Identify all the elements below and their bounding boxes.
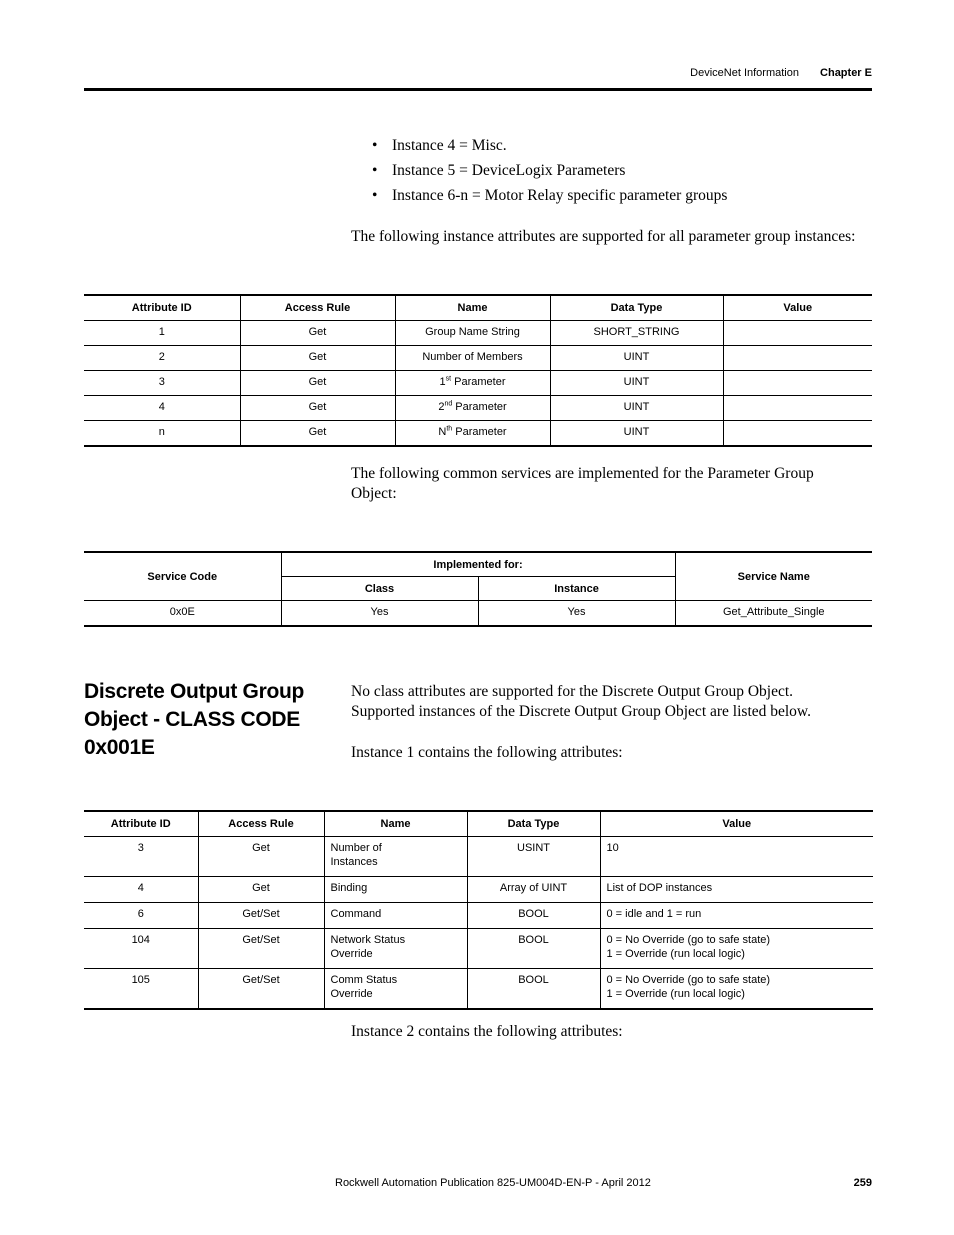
column-header: Access Rule bbox=[240, 295, 395, 321]
name-text: 2 bbox=[438, 401, 445, 413]
cell-service-name: Get_Attribute_Single bbox=[675, 601, 872, 627]
parameter-group-attributes-table bbox=[84, 294, 872, 447]
header-rule bbox=[84, 88, 872, 91]
cell-access-rule: Get/Set bbox=[198, 969, 324, 1010]
cell-access-rule: Get bbox=[198, 837, 324, 877]
cell-name bbox=[395, 321, 550, 346]
header-chapter: Chapter E bbox=[820, 67, 872, 79]
cell-data-type: BOOL bbox=[467, 969, 600, 1010]
cell-name bbox=[395, 421, 550, 447]
table-row bbox=[84, 601, 872, 627]
cell-data-type: Array of UINT bbox=[467, 877, 600, 903]
name-line: Override bbox=[330, 988, 373, 1000]
cell-attribute-id: 3 bbox=[84, 837, 198, 877]
name-line: Override bbox=[330, 948, 373, 960]
name-text: Number of Members bbox=[422, 351, 523, 363]
cell-name bbox=[395, 346, 550, 371]
cell-data-type: BOOL bbox=[467, 903, 600, 929]
column-header: Value bbox=[600, 811, 873, 837]
value-line: List of DOP instances bbox=[606, 882, 713, 894]
table-row bbox=[84, 421, 872, 447]
section-heading: Discrete Output Group Object - CLASS CODE 0x001E bbox=[84, 680, 305, 759]
table-row bbox=[84, 837, 873, 877]
instance-bullet-list bbox=[372, 136, 727, 211]
value-line: 1 = Override (run local logic) bbox=[606, 948, 745, 960]
column-header: Attribute ID bbox=[84, 811, 198, 837]
cell-value bbox=[723, 346, 872, 371]
cell-value bbox=[723, 396, 872, 421]
value-line: 0 = No Override (go to safe state) bbox=[606, 974, 771, 986]
cell-value bbox=[600, 903, 873, 929]
column-header-service-name: Service Name bbox=[675, 552, 872, 601]
cell-data-type: UINT bbox=[550, 421, 723, 447]
value-line: 1 = Override (run local logic) bbox=[606, 988, 745, 1000]
name-line: Instances bbox=[330, 856, 378, 868]
footer-publication: Rockwell Automation Publication 825-UM004D-EN-P - April 2012 bbox=[335, 1177, 651, 1189]
cell-class: Yes bbox=[281, 601, 478, 627]
cell-name bbox=[395, 396, 550, 421]
cell-attribute-id: 4 bbox=[84, 877, 198, 903]
name-text: 1 bbox=[439, 376, 446, 388]
ordinal-suffix: nd bbox=[444, 400, 453, 408]
value-line: 10 bbox=[606, 842, 619, 854]
cell-attribute-id: 6 bbox=[84, 903, 198, 929]
name-tail: Parameter bbox=[452, 401, 507, 413]
table-row bbox=[84, 396, 872, 421]
running-header bbox=[690, 67, 872, 79]
cell-name bbox=[324, 837, 467, 877]
name-tail: Parameter bbox=[452, 426, 507, 438]
cell-value bbox=[600, 929, 873, 969]
name-line: Network Status bbox=[330, 934, 406, 946]
cell-access-rule: Get/Set bbox=[198, 903, 324, 929]
ordinal-suffix: th bbox=[446, 425, 453, 433]
bullet-item: • Instance 4 = Misc. bbox=[372, 136, 727, 161]
cell-data-type: USINT bbox=[467, 837, 600, 877]
instance1-paragraph: Instance 1 contains the following attributes: bbox=[351, 744, 623, 761]
bullet-item: • Instance 6-n = Motor Relay specific parameter groups bbox=[372, 186, 727, 211]
cell-access-rule: Get bbox=[240, 396, 395, 421]
cell-access-rule: Get bbox=[240, 346, 395, 371]
table-header-row bbox=[84, 295, 872, 321]
name-line: Number of bbox=[330, 842, 382, 854]
table-row bbox=[84, 321, 872, 346]
column-header-class: Class bbox=[281, 577, 478, 601]
cell-attribute-id: 1 bbox=[84, 321, 240, 346]
cell-value bbox=[723, 371, 872, 396]
table-row bbox=[84, 371, 872, 396]
bullet-item: • Instance 5 = DeviceLogix Parameters bbox=[372, 161, 727, 186]
cell-data-type: SHORT_STRING bbox=[550, 321, 723, 346]
discrete-output-group-attributes-table bbox=[84, 810, 873, 1010]
table-row bbox=[84, 903, 873, 929]
services-paragraph: The following common services are implemented for the Parameter Group Object: bbox=[351, 465, 814, 502]
value-line: 0 = idle and 1 = run bbox=[606, 908, 702, 920]
cell-name bbox=[324, 969, 467, 1010]
table-row bbox=[84, 877, 873, 903]
column-header: Name bbox=[324, 811, 467, 837]
column-header: Value bbox=[723, 295, 872, 321]
column-header: Name bbox=[395, 295, 550, 321]
cell-attribute-id: 4 bbox=[84, 396, 240, 421]
intro-paragraph: The following instance attributes are supported for all parameter group instances: bbox=[351, 228, 856, 245]
table-header-row bbox=[84, 811, 873, 837]
cell-value bbox=[600, 837, 873, 877]
column-header: Data Type bbox=[467, 811, 600, 837]
page-number: 259 bbox=[853, 1177, 872, 1189]
cell-attribute-id: n bbox=[84, 421, 240, 447]
column-header: Attribute ID bbox=[84, 295, 240, 321]
cell-data-type: UINT bbox=[550, 371, 723, 396]
name-text: Group Name String bbox=[425, 326, 520, 338]
cell-data-type: UINT bbox=[550, 396, 723, 421]
cell-value bbox=[723, 421, 872, 447]
cell-data-type: BOOL bbox=[467, 929, 600, 969]
cell-attribute-id: 2 bbox=[84, 346, 240, 371]
instance2-paragraph: Instance 2 contains the following attributes: bbox=[351, 1023, 623, 1040]
cell-data-type: UINT bbox=[550, 346, 723, 371]
name-line: Comm Status bbox=[330, 974, 398, 986]
table-row bbox=[84, 929, 873, 969]
column-header-instance: Instance bbox=[478, 577, 675, 601]
column-header-service-code: Service Code bbox=[84, 552, 281, 601]
cell-access-rule: Get bbox=[240, 421, 395, 447]
name-text: N bbox=[438, 426, 447, 438]
table-row bbox=[84, 969, 873, 1010]
cell-access-rule: Get bbox=[240, 321, 395, 346]
cell-name bbox=[324, 929, 467, 969]
table-row bbox=[84, 346, 872, 371]
name-line: Binding bbox=[330, 882, 368, 894]
common-services-table bbox=[84, 551, 872, 627]
cell-service-code: 0x0E bbox=[84, 601, 281, 627]
table-header-row bbox=[84, 552, 872, 577]
name-tail: Parameter bbox=[451, 376, 506, 388]
cell-access-rule: Get bbox=[240, 371, 395, 396]
cell-name bbox=[395, 371, 550, 396]
value-line: 0 = No Override (go to safe state) bbox=[606, 934, 771, 946]
cell-attribute-id: 105 bbox=[84, 969, 198, 1010]
ordinal-suffix: st bbox=[445, 375, 452, 383]
header-section-title: DeviceNet Information bbox=[690, 67, 799, 79]
cell-name bbox=[324, 877, 467, 903]
cell-attribute-id: 3 bbox=[84, 371, 240, 396]
column-header: Data Type bbox=[550, 295, 723, 321]
name-line: Command bbox=[330, 908, 382, 920]
column-group-header-implemented: Implemented for: bbox=[281, 552, 675, 577]
cell-value bbox=[600, 969, 873, 1010]
section-paragraph: No class attributes are supported for the Discrete Output Group Object. Supported instances of the Discrete Output Group Object are listed below. bbox=[351, 683, 811, 720]
cell-attribute-id: 104 bbox=[84, 929, 198, 969]
cell-access-rule: Get bbox=[198, 877, 324, 903]
cell-name bbox=[324, 903, 467, 929]
cell-value bbox=[600, 877, 873, 903]
cell-instance: Yes bbox=[478, 601, 675, 627]
column-header: Access Rule bbox=[198, 811, 324, 837]
cell-access-rule: Get/Set bbox=[198, 929, 324, 969]
cell-value bbox=[723, 321, 872, 346]
